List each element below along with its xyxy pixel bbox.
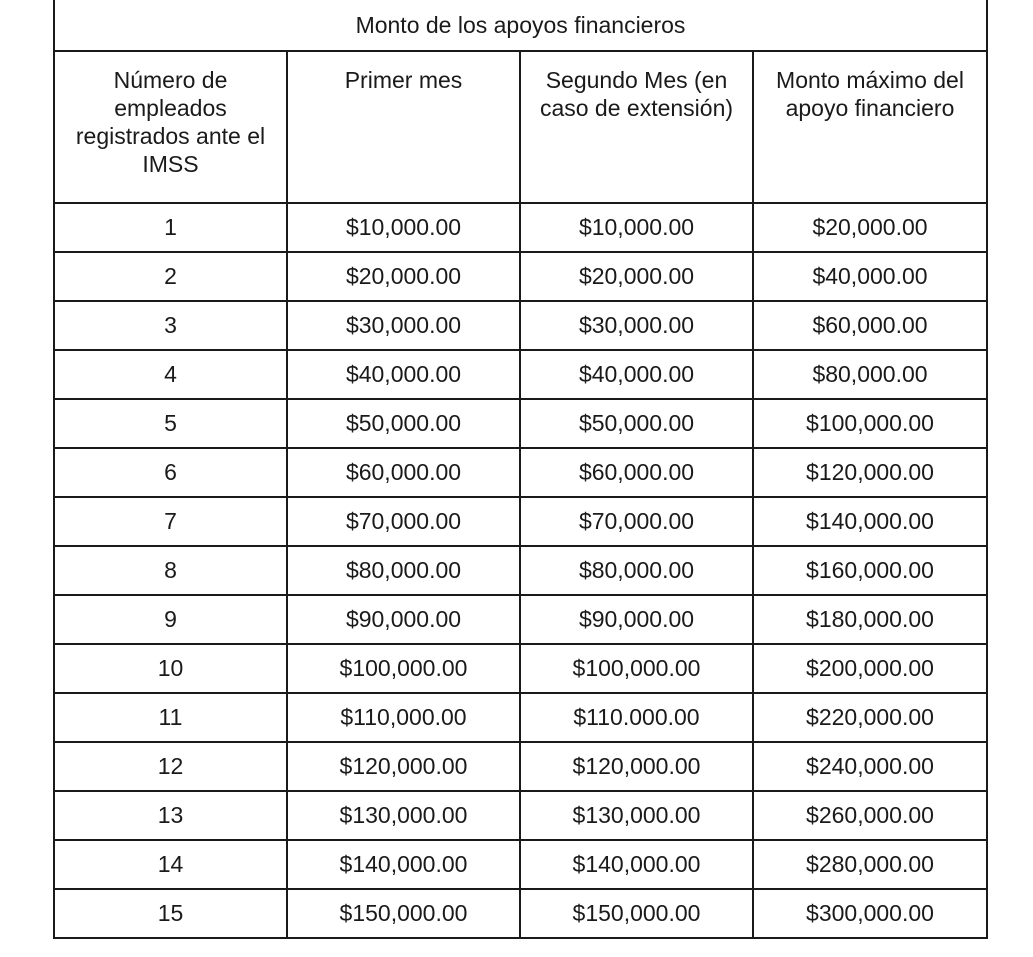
table-row: [54, 742, 987, 791]
cell-second-month: $10,000.00: [520, 203, 753, 252]
cell-employee-count: 12: [54, 742, 287, 791]
table-row: [54, 350, 987, 399]
cell-first-month: $90,000.00: [287, 595, 520, 644]
cell-employee-count: 15: [54, 889, 287, 938]
cell-second-month: $20,000.00: [520, 252, 753, 301]
table-header-row: [54, 51, 987, 203]
cell-first-month: $140,000.00: [287, 840, 520, 889]
cell-second-month: $50,000.00: [520, 399, 753, 448]
cell-max-amount: $300,000.00: [753, 889, 987, 938]
cell-first-month: $50,000.00: [287, 399, 520, 448]
cell-first-month: $150,000.00: [287, 889, 520, 938]
table-title-row: [54, 0, 987, 51]
financial-support-table-container: [53, 0, 988, 939]
cell-second-month: $110.000.00: [520, 693, 753, 742]
table-row: [54, 889, 987, 938]
header-first-month: Primer mes: [287, 51, 520, 203]
cell-second-month: $80,000.00: [520, 546, 753, 595]
cell-first-month: $70,000.00: [287, 497, 520, 546]
header-second-month: Segundo Mes (en caso de extensión): [520, 51, 753, 203]
table-row: [54, 497, 987, 546]
cell-max-amount: $20,000.00: [753, 203, 987, 252]
cell-second-month: $140,000.00: [520, 840, 753, 889]
cell-employee-count: 5: [54, 399, 287, 448]
cell-second-month: $90,000.00: [520, 595, 753, 644]
cell-max-amount: $120,000.00: [753, 448, 987, 497]
cell-max-amount: $180,000.00: [753, 595, 987, 644]
cell-first-month: $30,000.00: [287, 301, 520, 350]
cell-first-month: $110,000.00: [287, 693, 520, 742]
cell-max-amount: $100,000.00: [753, 399, 987, 448]
cell-employee-count: 6: [54, 448, 287, 497]
table-row: [54, 644, 987, 693]
header-max-amount: Monto máximo del apoyo financiero: [753, 51, 987, 203]
table-row: [54, 791, 987, 840]
cell-employee-count: 11: [54, 693, 287, 742]
table-row: [54, 448, 987, 497]
cell-employee-count: 13: [54, 791, 287, 840]
cell-second-month: $70,000.00: [520, 497, 753, 546]
cell-employee-count: 3: [54, 301, 287, 350]
cell-max-amount: $80,000.00: [753, 350, 987, 399]
cell-first-month: $10,000.00: [287, 203, 520, 252]
table-row: [54, 840, 987, 889]
cell-second-month: $150,000.00: [520, 889, 753, 938]
table-row: [54, 301, 987, 350]
cell-max-amount: $200,000.00: [753, 644, 987, 693]
cell-second-month: $30,000.00: [520, 301, 753, 350]
cell-employee-count: 10: [54, 644, 287, 693]
cell-employee-count: 8: [54, 546, 287, 595]
cell-employee-count: 14: [54, 840, 287, 889]
cell-first-month: $80,000.00: [287, 546, 520, 595]
table-row: [54, 203, 987, 252]
table-row: [54, 252, 987, 301]
cell-employee-count: 7: [54, 497, 287, 546]
cell-second-month: $130,000.00: [520, 791, 753, 840]
table-row: [54, 595, 987, 644]
cell-max-amount: $240,000.00: [753, 742, 987, 791]
cell-max-amount: $140,000.00: [753, 497, 987, 546]
cell-max-amount: $60,000.00: [753, 301, 987, 350]
cell-first-month: $20,000.00: [287, 252, 520, 301]
table-row: [54, 546, 987, 595]
cell-max-amount: $220,000.00: [753, 693, 987, 742]
cell-employee-count: 1: [54, 203, 287, 252]
table-row: [54, 693, 987, 742]
table-title: Monto de los apoyos financieros: [54, 0, 987, 51]
cell-first-month: $40,000.00: [287, 350, 520, 399]
cell-first-month: $100,000.00: [287, 644, 520, 693]
cell-first-month: $60,000.00: [287, 448, 520, 497]
cell-max-amount: $160,000.00: [753, 546, 987, 595]
cell-first-month: $120,000.00: [287, 742, 520, 791]
cell-first-month: $130,000.00: [287, 791, 520, 840]
cell-employee-count: 9: [54, 595, 287, 644]
cell-max-amount: $260,000.00: [753, 791, 987, 840]
financial-support-table: [53, 0, 988, 939]
cell-max-amount: $280,000.00: [753, 840, 987, 889]
cell-second-month: $100,000.00: [520, 644, 753, 693]
cell-second-month: $120,000.00: [520, 742, 753, 791]
table-body: [54, 203, 987, 938]
cell-max-amount: $40,000.00: [753, 252, 987, 301]
cell-second-month: $60,000.00: [520, 448, 753, 497]
cell-employee-count: 2: [54, 252, 287, 301]
cell-employee-count: 4: [54, 350, 287, 399]
header-employee-count: Número de empleados registrados ante el IMSS: [54, 51, 287, 203]
cell-second-month: $40,000.00: [520, 350, 753, 399]
table-row: [54, 399, 987, 448]
